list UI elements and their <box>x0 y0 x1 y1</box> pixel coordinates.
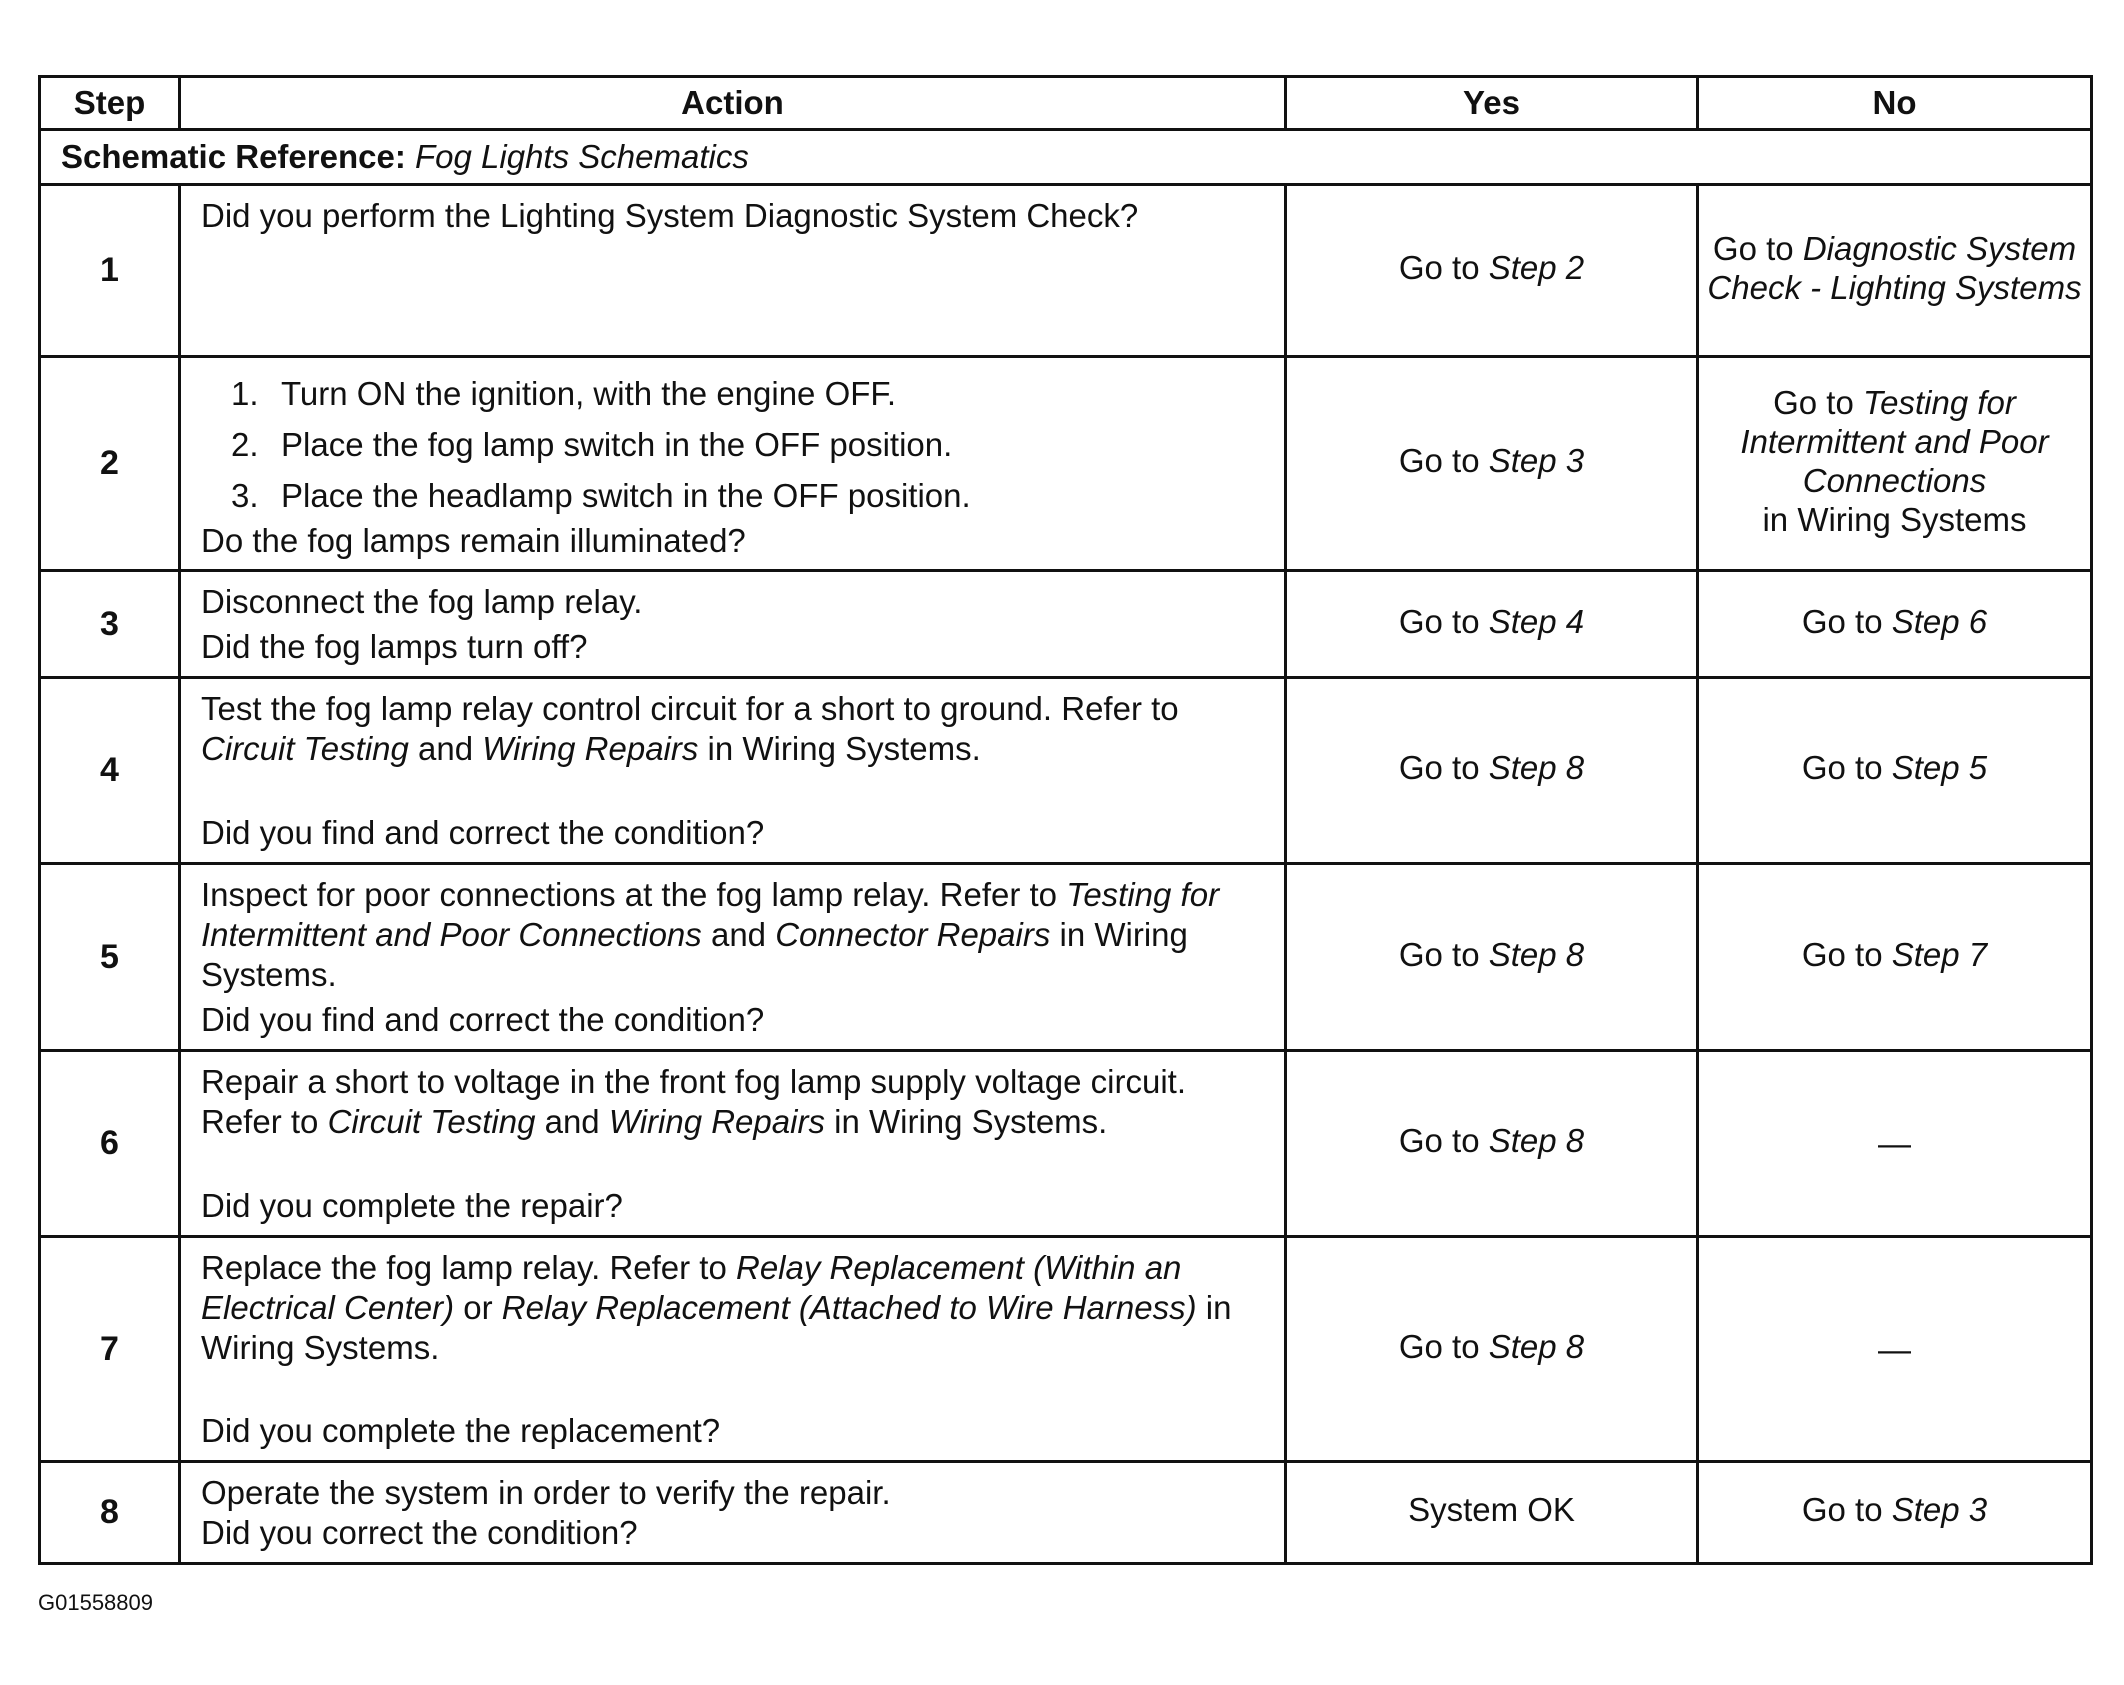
reference-link-text: Circuit Testing <box>327 1102 536 1140</box>
action-text-segment: in Wiring Systems. <box>201 915 1188 993</box>
figure-id: G01558809 <box>38 1590 153 1615</box>
action-text <box>201 689 1264 769</box>
no-cell <box>1698 1462 2092 1564</box>
table-row <box>40 1462 2092 1564</box>
action-instructions <box>201 689 1264 769</box>
no-prefix: Go to <box>1801 1491 1883 1528</box>
action-instructions <box>201 1062 1264 1142</box>
yes-prefix: Go to <box>1398 1327 1480 1365</box>
action-text: Did you perform the Lighting System Diagnostic System Check? <box>201 196 1139 234</box>
step-number: 7 <box>40 1237 180 1462</box>
substep-list <box>201 368 1264 521</box>
yes-step-ref: Step 8 <box>1488 1122 1585 1159</box>
no-cell <box>1698 185 2092 357</box>
header-yes: Yes <box>1286 77 1698 130</box>
action-content <box>201 196 1264 346</box>
substep-item <box>201 470 1264 521</box>
no-dash: — <box>1878 1330 1911 1368</box>
action-instructions <box>201 1473 1264 1513</box>
yes-step-ref: Step 2 <box>1488 249 1585 286</box>
schematic-reference-label: Schematic Reference: <box>61 138 406 175</box>
action-content <box>201 368 1264 560</box>
action-content <box>201 1248 1264 1451</box>
action-instructions <box>201 582 1264 622</box>
no-step-ref: Diagnostic System Check - Lighting Systems <box>1707 229 2082 306</box>
table-row <box>40 571 2092 678</box>
no-suffix: in Wiring Systems <box>1762 500 2027 538</box>
action-question: Did you complete the replacement? <box>201 1411 721 1449</box>
action-text <box>201 1062 1264 1142</box>
no-step-ref: Step 7 <box>1891 935 1988 973</box>
step-number: 2 <box>40 357 180 571</box>
action-text-segment: Replace the fog lamp relay. Refer to <box>201 1248 736 1286</box>
step-number: 1 <box>40 185 180 357</box>
substep-text: Place the headlamp switch in the OFF position. <box>281 476 971 514</box>
no-step-ref: Step 3 <box>1891 1491 1988 1528</box>
action-cell <box>180 357 1286 571</box>
step-number: 4 <box>40 678 180 864</box>
reference-link-text: Relay Replacement (Attached to Wire Harness) <box>501 1288 1197 1326</box>
yes-cell <box>1286 571 1698 678</box>
substep-item <box>201 419 1264 470</box>
no-step-ref: Step 5 <box>1891 749 1988 786</box>
action-text-segment: Test the fog lamp relay control circuit for a short to ground. Refer to <box>201 689 1179 727</box>
step-number: 3 <box>40 571 180 678</box>
no-dash: — <box>1878 1125 1911 1162</box>
action-text-segment: in Wiring Systems. <box>824 1102 1108 1140</box>
no-cell <box>1698 571 2092 678</box>
action-text: Disconnect the fog lamp relay. <box>201 582 643 620</box>
reference-link-text: Connector Repairs <box>775 915 1051 953</box>
schematic-reference <box>40 130 2092 185</box>
header-action: Action <box>180 77 1286 130</box>
schematic-reference-value: Fog Lights Schematics <box>415 138 749 175</box>
header-step: Step <box>40 77 180 130</box>
no-prefix: Go to <box>1801 935 1883 973</box>
action-content <box>201 875 1264 1040</box>
step-number: 8 <box>40 1462 180 1564</box>
yes-cell <box>1286 1051 1698 1237</box>
action-text-segment: or <box>454 1288 502 1326</box>
no-cell <box>1698 1051 2092 1237</box>
substep-text: Turn ON the ignition, with the engine OFF. <box>281 374 897 412</box>
yes-prefix: Go to <box>1398 749 1480 786</box>
table-row <box>40 357 2092 571</box>
action-cell <box>180 1462 1286 1564</box>
header-row <box>40 77 2092 130</box>
yes-step-ref: Step 3 <box>1488 442 1585 479</box>
yes-cell <box>1286 357 1698 571</box>
reference-link-text: Wiring Repairs <box>608 1102 825 1140</box>
table-row <box>40 678 2092 864</box>
reference-link-text: Relay Replacement (Within an Electrical Center) <box>201 1248 1182 1326</box>
yes-cell <box>1286 1462 1698 1564</box>
table-row <box>40 1237 2092 1462</box>
action-cell <box>180 185 1286 357</box>
action-text-segment: and <box>701 915 776 953</box>
yes-step-ref: Step 8 <box>1488 1327 1585 1365</box>
yes-prefix: Go to <box>1398 1122 1480 1159</box>
yes-cell <box>1286 185 1698 357</box>
table-row <box>40 864 2092 1051</box>
action-instructions <box>201 1248 1264 1368</box>
action-question: Do the fog lamps remain illuminated? <box>201 521 746 559</box>
no-prefix: Go to <box>1801 749 1883 786</box>
action-content <box>201 582 1264 667</box>
action-cell <box>180 864 1286 1051</box>
action-question: Did you find and correct the condition? <box>201 1000 765 1038</box>
no-prefix: Go to <box>1773 383 1854 421</box>
header-no: No <box>1698 77 2092 130</box>
yes-step-ref: Step 8 <box>1488 749 1585 786</box>
no-prefix: Go to <box>1712 229 1794 267</box>
step-number: 5 <box>40 864 180 1051</box>
action-text: Operate the system in order to verify the repair. <box>201 1473 891 1511</box>
reference-link-text: Circuit Testing <box>201 729 409 767</box>
diagnostic-table <box>38 75 2093 1565</box>
table-row <box>40 1051 2092 1237</box>
no-prefix: Go to <box>1801 602 1883 640</box>
action-text-segment: Repair a short to voltage in the front fog lamp supply voltage circuit. Refer to <box>201 1062 1187 1140</box>
no-cell <box>1698 1237 2092 1462</box>
action-content <box>201 1062 1264 1226</box>
yes-step-ref: Step 8 <box>1488 935 1585 973</box>
yes-cell <box>1286 864 1698 1051</box>
yes-prefix: Go to <box>1398 602 1480 640</box>
table-row <box>40 185 2092 357</box>
step-number: 6 <box>40 1051 180 1237</box>
action-instructions <box>201 196 1264 236</box>
schematic-reference-row <box>40 130 2092 185</box>
action-cell <box>180 571 1286 678</box>
no-cell <box>1698 357 2092 571</box>
yes-result: System OK <box>1408 1491 1575 1528</box>
yes-prefix: Go to <box>1398 249 1480 286</box>
action-text-segment: and <box>535 1102 609 1140</box>
action-text <box>201 875 1264 995</box>
action-cell <box>180 678 1286 864</box>
substep-number: 2. <box>231 425 259 463</box>
action-text <box>201 1248 1264 1368</box>
no-step-ref: Testing for Intermittent and Poor Connections <box>1740 383 2049 499</box>
reference-link-text: Wiring Repairs <box>482 729 699 767</box>
action-instructions <box>201 875 1264 995</box>
action-cell <box>180 1237 1286 1462</box>
action-cell <box>180 1051 1286 1237</box>
action-content <box>201 689 1264 853</box>
action-question: Did you find and correct the condition? <box>201 813 765 851</box>
yes-cell <box>1286 678 1698 864</box>
no-step-ref: Step 6 <box>1891 602 1988 640</box>
substep-item <box>201 368 1264 419</box>
yes-prefix: Go to <box>1398 935 1480 973</box>
yes-step-ref: Step 4 <box>1488 602 1585 640</box>
substep-number: 3. <box>231 476 259 514</box>
action-question: Did you complete the repair? <box>201 1186 623 1224</box>
action-text-segment: Inspect for poor connections at the fog lamp relay. Refer to <box>201 875 1067 913</box>
yes-cell <box>1286 1237 1698 1462</box>
action-text-segment: in Wiring Systems. <box>698 729 981 767</box>
reference-link-text: Testing for Intermittent and Poor Connections <box>201 875 1220 953</box>
action-question: Did you correct the condition? <box>201 1513 638 1551</box>
yes-prefix: Go to <box>1398 442 1480 479</box>
action-text-segment: in Wiring Systems. <box>201 1288 1232 1366</box>
action-instructions <box>201 368 1264 521</box>
action-text-segment: and <box>408 729 483 767</box>
substep-text: Place the fog lamp switch in the OFF position. <box>281 425 953 463</box>
no-cell <box>1698 864 2092 1051</box>
no-cell <box>1698 678 2092 864</box>
substep-number: 1. <box>231 374 259 412</box>
action-content <box>201 1473 1264 1553</box>
action-question: Did the fog lamps turn off? <box>201 627 588 665</box>
